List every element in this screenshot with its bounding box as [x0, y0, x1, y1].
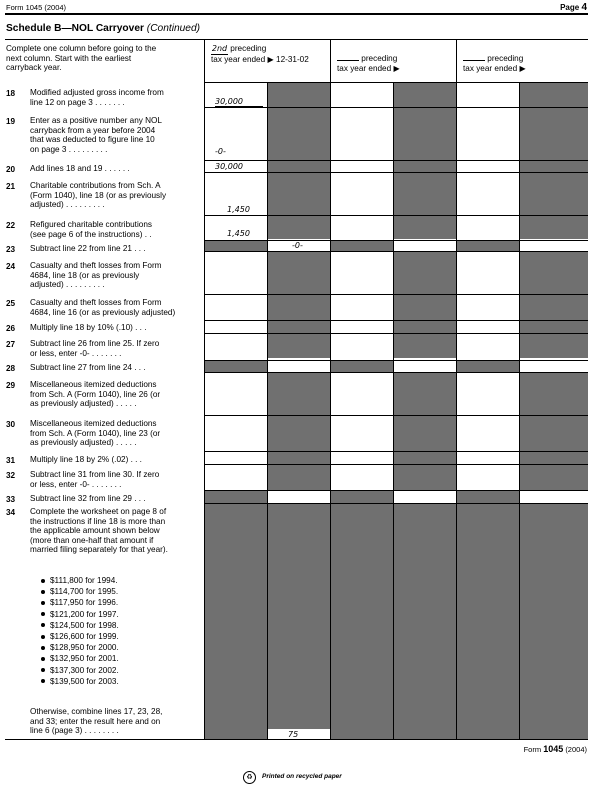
- line-25-number: 25: [6, 299, 16, 308]
- recycle-icon: ♻: [243, 771, 256, 784]
- line-31-number: 31: [6, 456, 16, 465]
- bullet-icon: [41, 612, 45, 616]
- line-34-text: Complete the worksheet on page 8 of the instructions if line 18 is more than the applicable amount shown below (more than one-half that amount if married filing separately for that year).: [30, 507, 168, 555]
- line-20-text: Add lines 18 and 19 . . . . . .: [30, 164, 130, 173]
- column-1-number: 2nd: [211, 44, 228, 53]
- line-27-text: Subtract line 26 from line 25. If zero or less, enter -0- . . . . . . .: [30, 339, 160, 358]
- column-2-number[interactable]: [337, 53, 359, 61]
- line-18-text: Modified adjusted gross income from line 12 on page 3 . . . . . . .: [30, 88, 164, 107]
- line-23-col1-value[interactable]: -0-: [292, 241, 303, 250]
- line-28-number: 28: [6, 364, 16, 373]
- recycled-paper-note: Printed on recycled paper: [262, 773, 342, 780]
- line-27-number: 27: [6, 340, 16, 349]
- line-22-text: Refigured charitable contributions (see page 6 of the instructions) . .: [30, 220, 152, 239]
- line-22-number: 22: [6, 221, 16, 230]
- threshold-list: [50, 575, 119, 687]
- line-29-number: 29: [6, 381, 16, 390]
- line-19-col1-value[interactable]: -0-: [215, 147, 226, 156]
- list-item: $111,800 for 1994.: [50, 576, 118, 585]
- list-item: $128,950 for 2000.: [50, 643, 119, 653]
- line-33-number: 33: [6, 495, 16, 504]
- line-21-text: Charitable contributions from Sch. A (Form 1040), line 18 (or as previously adjusted) . . . . . . . . .: [30, 181, 167, 210]
- page-number: 4: [581, 2, 587, 13]
- list-item: $114,700 for 1995.: [50, 587, 119, 597]
- line-24-text: Casualty and theft losses from Form 4684, line 18 (or as previously adjusted) . . . . . . . . .: [30, 261, 162, 290]
- schedule-title-text: Schedule B—NOL Carryover: [6, 23, 147, 34]
- bullet-icon: [41, 646, 45, 650]
- line-34-number: 34: [6, 508, 16, 517]
- line-21-number: 21: [6, 182, 16, 191]
- footer-form-label: Form 1045 (2004): [523, 744, 587, 754]
- line-21-col1-value[interactable]: 1,450: [227, 205, 250, 214]
- column-3-number[interactable]: [463, 53, 485, 61]
- list-item: $117,950 for 1996.: [50, 598, 119, 608]
- line-20-col1-value[interactable]: 30,000: [215, 162, 243, 171]
- line-22-col1-value[interactable]: 1,450: [227, 229, 250, 238]
- line-33-text: Subtract line 32 from line 29 . . .: [30, 494, 146, 503]
- line-31-text: Multiply line 18 by 2% (.02) . . .: [30, 455, 142, 464]
- line-32-text: Subtract line 31 from line 30. If zero or less, enter -0- . . . . . . .: [30, 470, 160, 489]
- page-label: Page: [560, 3, 580, 12]
- line-23-number: 23: [6, 245, 16, 254]
- line-30-text: Miscellaneous itemized deductions from Sch. A (Form 1040), line 23 (or as previously adjusted) . . . . .: [30, 419, 161, 448]
- line-26-number: 26: [6, 324, 16, 333]
- list-item: $137,300 for 2002.: [50, 665, 119, 675]
- bullet-icon: [41, 668, 45, 672]
- form-label: Form 1045 (2004): [6, 3, 67, 12]
- line-25-text: Casualty and theft losses from Form 4684, line 16 (or as previously adjusted): [30, 298, 176, 317]
- line-20-number: 20: [6, 165, 16, 174]
- line-23-text: Subtract line 22 from line 21 . . .: [30, 244, 146, 253]
- line-29-text: Miscellaneous itemized deductions from Sch. A (Form 1040), line 26 (or as previously adjusted) . . . . .: [30, 380, 161, 409]
- line-32-number: 32: [6, 471, 16, 480]
- schedule-continued: (Continued): [146, 23, 201, 34]
- bullet-icon: [41, 590, 45, 594]
- line-24-number: 24: [6, 262, 16, 271]
- bullet-icon: [41, 679, 45, 683]
- bullet-icon: [41, 579, 45, 583]
- line-26-text: Multiply line 18 by 10% (.10) . . .: [30, 323, 147, 332]
- line-19-number: 19: [6, 117, 16, 126]
- list-item: $132,950 for 2001.: [50, 654, 119, 664]
- bullet-icon: [41, 623, 45, 627]
- line-18-col1-value[interactable]: 30,000: [215, 97, 263, 107]
- bullet-icon: [41, 635, 45, 639]
- list-item: $124,500 for 1998.: [50, 620, 119, 630]
- line-34-col1-value[interactable]: 75: [288, 730, 299, 739]
- list-item: $121,200 for 1997.: [50, 609, 119, 619]
- page-indicator: [560, 2, 587, 13]
- column-header-3: preceding tax year ended ▶: [463, 54, 526, 73]
- intro-text: Complete one column before going to the next column. Start with the earliest carryback year.: [6, 44, 157, 73]
- schedule-title: [6, 23, 200, 34]
- column-header-2: preceding tax year ended ▶: [337, 54, 400, 73]
- list-item: $126,600 for 1999.: [50, 632, 119, 642]
- column-header-1: 2nd preceding tax year ended ▶ 12-31-02: [211, 44, 309, 64]
- bullet-icon: [41, 601, 45, 605]
- otherwise-text: Otherwise, combine lines 17, 23, 28, and 33; enter the result here and on line 6 (page 3) . . . . . . . .: [30, 707, 163, 736]
- line-19-text: Enter as a positive number any NOL carryback from a year before 2004 that was deducted to figure line 10 on page 3 . . . . . . . . .: [30, 116, 162, 154]
- line-30-number: 30: [6, 420, 16, 429]
- line-28-text: Subtract line 27 from line 24 . . .: [30, 363, 146, 372]
- list-item: $139,500 for 2003.: [50, 676, 119, 686]
- line-18-number: 18: [6, 89, 16, 98]
- bullet-icon: [41, 657, 45, 661]
